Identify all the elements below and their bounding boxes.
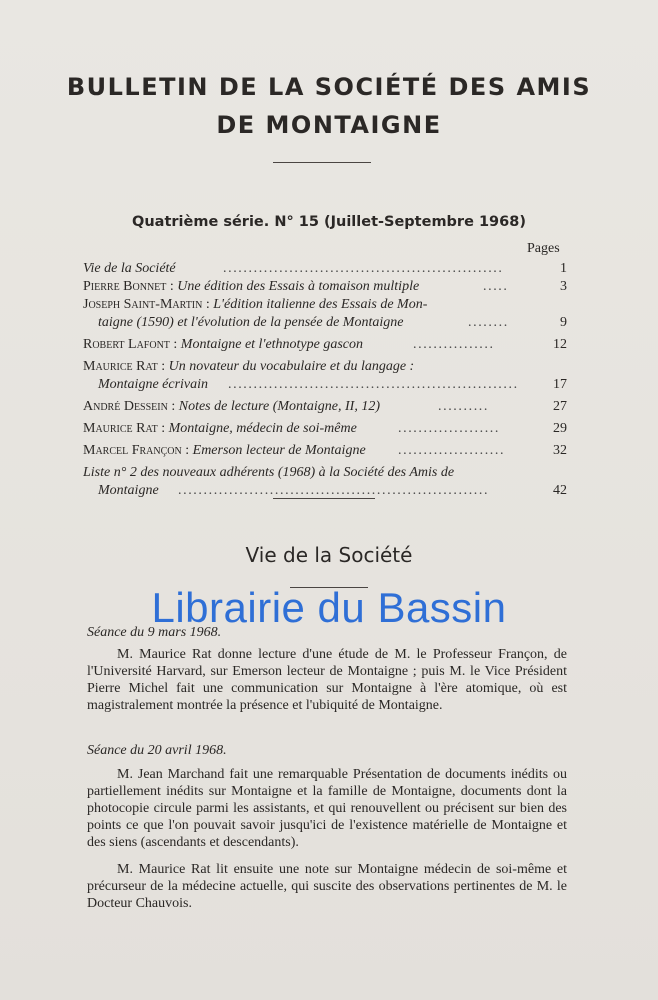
- seance-paragraph-text: M. Maurice Rat donne lecture d'une étude de M. le Professeur Françon, de l'Université Harvard, sur Emerson lecteur de Montaigne ; puis M. le Vice Président Pierre Michel fait une communication sur Montaigne à l'ère atomique, où est magistralement montrée la présence et l'ubiquité de Montaigne.: [87, 647, 567, 713]
- toc-entry-author: Joseph Saint-Martin: [83, 297, 203, 312]
- toc-entry-title: Montaigne: [98, 483, 159, 498]
- toc-entry-continuation: Montaigne écrivain ......................................................... 17: [98, 377, 567, 392]
- toc-entry-author: Robert Lafont: [83, 337, 170, 352]
- toc-entry-page: 27: [553, 399, 567, 414]
- toc-entry: Maurice Rat : Un novateur du vocabulaire et du langage :: [83, 359, 415, 374]
- toc-pages-label: Pages: [527, 241, 560, 256]
- toc-entry: [83, 464, 567, 482]
- seance-paragraph: [87, 766, 567, 851]
- toc-entry-page: 9: [560, 315, 567, 330]
- toc-entry-continuation: Montaigne ............................................................. 42: [98, 483, 567, 498]
- toc-entry-page: 3: [560, 279, 567, 294]
- toc-entry-title: Une édition des Essais à tomaison multiple: [177, 279, 420, 294]
- section-divider: [273, 498, 375, 499]
- toc-entry-author: Pierre Bonnet: [83, 279, 167, 294]
- toc-entry-title: Vie de la Société: [83, 261, 176, 276]
- toc-entry-title: taigne (1590) et l'évolution de la pensée de Montaigne: [98, 315, 404, 330]
- toc-entry: Vie de la Société ....................................................... 1: [83, 261, 567, 276]
- toc-entry-page: 42: [553, 483, 567, 498]
- toc-entry: Maurice Rat : Montaigne, médecin de soi-même .................... 29: [83, 421, 567, 436]
- toc-entry-title: Un novateur du vocabulaire et du langage :: [168, 359, 415, 374]
- seance-paragraph: [87, 646, 567, 714]
- seance-heading: Séance du 9 mars 1968.: [87, 625, 222, 640]
- toc-entry-title: Montaigne écrivain: [98, 377, 209, 392]
- toc-entry-author: Maurice Rat: [83, 421, 158, 436]
- series-line: Quatrième série. N° 15 (Juillet-Septembre 1968): [132, 214, 526, 230]
- toc-entry-page: 29: [553, 421, 567, 436]
- toc-entry-author: Marcel Françon: [83, 443, 182, 458]
- toc-entry-page: 17: [553, 377, 567, 392]
- toc-entry: André Dessein : Notes de lecture (Montaigne, II, 12) .......... 27: [83, 399, 567, 414]
- toc-entry: Marcel Françon : Emerson lecteur de Montaigne ..................... 32: [83, 443, 567, 458]
- toc-entry-title: Emerson lecteur de Montaigne: [192, 443, 366, 458]
- toc-entry-title: L'édition italienne des Essais de Mon-: [213, 297, 428, 312]
- toc-entry: Robert Lafont : Montaigne et l'ethnotype gascon ................ 12: [83, 337, 567, 352]
- bulletin-title-line2: DE MONTAIGNE: [216, 111, 442, 139]
- title-divider: [273, 162, 371, 163]
- seance-heading: Séance du 20 avril 1968.: [87, 743, 227, 758]
- toc-entry-page: 12: [553, 337, 567, 352]
- toc-entry-author: André Dessein: [83, 399, 168, 414]
- toc-entry-continuation: taigne (1590) et l'évolution de la pensée de Montaigne ........ 9: [98, 315, 567, 330]
- toc-entry-title: Notes de lecture (Montaigne, II, 12): [178, 399, 380, 414]
- toc-entry: Joseph Saint-Martin : L'édition italienne des Essais de Mon-: [83, 297, 428, 312]
- toc-entry-title: Montaigne, médecin de soi-même: [168, 421, 357, 436]
- seance-paragraph-text: M. Maurice Rat lit ensuite une note sur Montaigne médecin de soi-même et précurseur de la médecine actuelle, qui suscite des observations pertinentes de M. le Docteur Chauvois.: [87, 862, 567, 911]
- seance-paragraph-text: M. Jean Marchand fait une remarquable Présentation de documents inédits ou partiellement inédits sur Montaigne et la famille de Montaigne, documents dont la photocopie circule parmi les assistants, et qui renouvellent ou précisent sur bien des points ce que l'on pouvait savoir jusqu'ici de l'existence matérielle de Montaigne et des siens (ascendants et descendants).: [87, 767, 567, 850]
- toc-entry-title: Liste n° 2 des nouveaux adhérents (1968) à la Société des Amis de: [83, 465, 455, 480]
- toc-entry: Pierre Bonnet : Une édition des Essais à tomaison multiple ..... 3: [83, 279, 567, 294]
- bulletin-title-line1: BULLETIN DE LA SOCIÉTÉ DES AMIS: [66, 73, 592, 101]
- table-of-contents: [83, 260, 567, 500]
- watermark-text: Librairie du Bassin: [151, 584, 507, 631]
- section-title: Vie de la Société: [245, 543, 413, 567]
- toc-entry-page: 1: [560, 261, 567, 276]
- toc-entry-page: 32: [553, 443, 567, 458]
- toc-entry-title: Montaigne et l'ethnotype gascon: [180, 337, 364, 352]
- toc-entry-author: Maurice Rat: [83, 359, 158, 374]
- seance-paragraph: [87, 861, 567, 912]
